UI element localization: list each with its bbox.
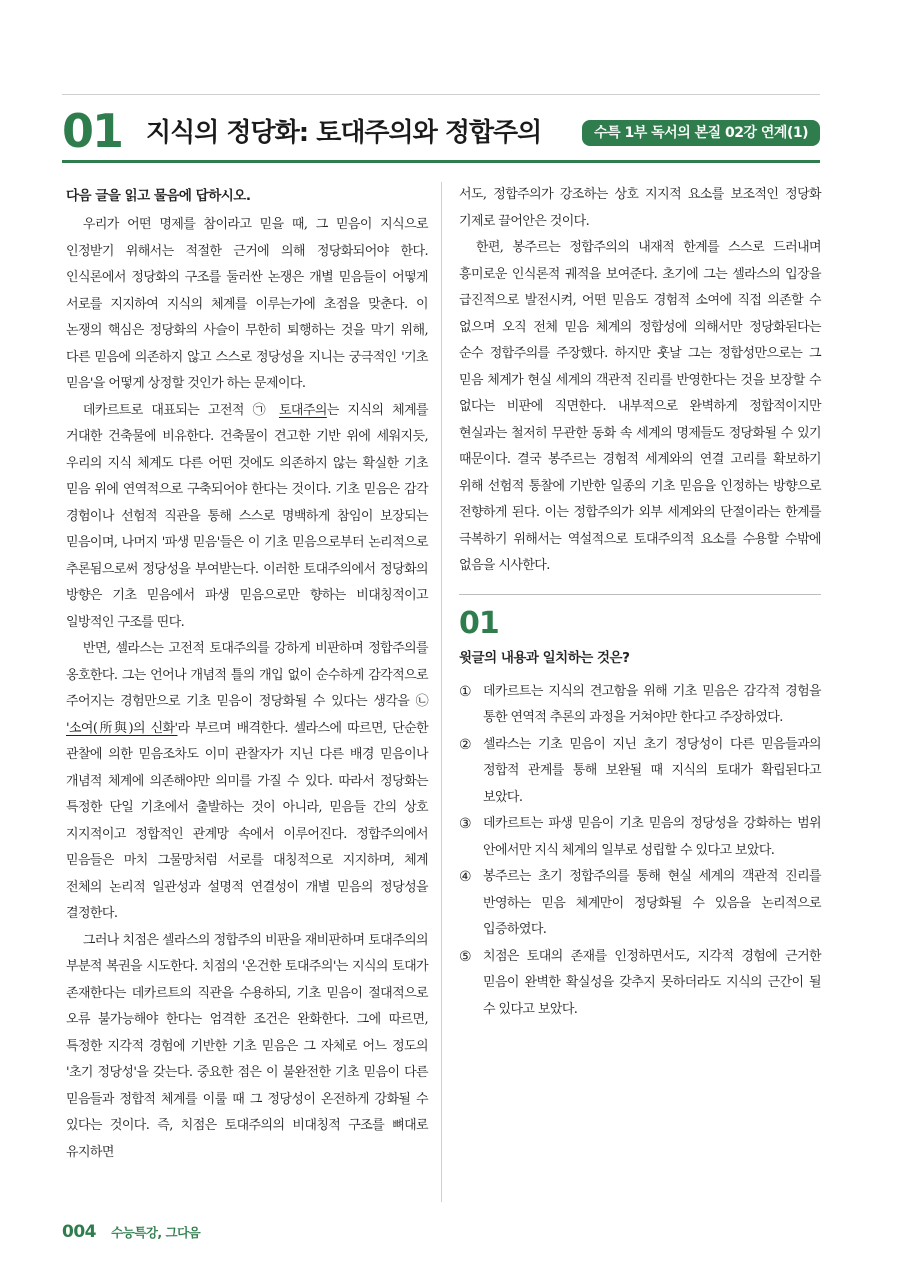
option-number: ③ xyxy=(459,816,472,832)
option-text: 셀라스는 기초 믿음이 지닌 초기 정당성이 다른 믿음들과의 정합적 관계를 통해 보완될 때 지식의 토대가 확립된다고 보았다. xyxy=(483,736,821,805)
section-number: 01 xyxy=(62,104,123,158)
option-text: 봉주르는 초기 정합주의를 통해 현실 세계의 객관적 진리를 반영하는 믿음 체계만이 정당화될 수 있음을 논리적으로 입증하였다. xyxy=(483,869,821,937)
passage-column-right xyxy=(459,182,821,1023)
section-title: 지식의 정당화: 토대주의와 정합주의 xyxy=(146,118,542,148)
source-badge: 수특 1부 독서의 본질 02강 연계(1) xyxy=(582,120,820,146)
option-5[interactable] xyxy=(459,944,821,1024)
term-myth-of-given: '소여(所與)의 신화' xyxy=(66,720,178,736)
paragraph-5: 한편, 봉주르는 정합주의의 내재적 한계를 스스로 드러내며 흥미로운 인식론적 궤적을 보여준다. 초기에 그는 셀라스의 입장을 급진적으로 발전시켜, 어떤 믿음도 경험적 소여에 직접 의존할 수 없으며 오직 전체 믿음 체계의 정합성에 의해서만 정당화된다는 순수 정합주의를 주장했다. 하지만 훗날 그는 정합성만으로는 그 믿음 체계가 현실 세계의 객관적 진리를 반영한다는 것을 보장할 수 없다는 비판에 직면한다. 내부적으로 완벽하게 정합적이지만 현실과는 철저히 무관한 동화 속 세계의 명제들도 정당화될 수 있기 때문이다. 결국 봉주르는 경험적 세계와의 연결 고리를 확보하기 위해 선험적 통찰에 기반한 일종의 기초 믿음을 인정하는 방향으로 전향하게 된다. 이는 정합주의가 외부 세계와의 단절이라는 한계를 극복하기 위해서는 역설적으로 토대주의적 요소를 수용할 수밖에 없음을 시사한다. xyxy=(459,240,821,573)
paragraph-2-start: 데카르트로 대표되는 고전적 ㉠ xyxy=(82,402,279,418)
passage-column-left xyxy=(66,182,428,1166)
paragraph-3-rest: 라 부르며 배격한다. 셀라스에 따르면, 단순한 관찰에 의한 믿음조차도 이미 관찰자가 지닌 다른 배경 믿음이나 개념적 체계에 의존해야만 의미를 가질 수 있다. 따라서 정당화는 특정한 단일 기초에서 출발하는 것이 아니라, 믿음들 간의 상호 지지적이고 정합적인 관계망 속에서 이루어진다. 정합주의에서 믿음들은 마치 그물망처럼 서로를 대칭적으로 지지하며, 체계 전체의 논리적 일관성과 설명적 연결성이 개별 믿음의 정당성을 결정한다. xyxy=(66,720,428,921)
option-2[interactable] xyxy=(459,732,821,812)
question-number: 01 xyxy=(459,605,499,641)
option-1[interactable] xyxy=(459,679,821,732)
book-title: 수능특강, 그다음 xyxy=(111,1225,201,1240)
paragraph-4: 그러나 치점은 셀라스의 정합주의 비판을 재비판하며 토대주의의 부분적 복권을 시도한다. 치점의 '온건한 토대주의'는 지식의 토대가 존재한다는 데카르트의 직관을 수용하되, 기초 믿음이 절대적으로 오류 불가능해야 한다는 엄격한 조건은 완화한다. 그에 따르면, 특정한 지각적 경험에 기반한 기초 믿음은 그 자체로 어느 정도의 '초기 정당성'을 갖는다. 중요한 점은 이 불완전한 기초 믿음이 다른 믿음들과 정합적 체계를 이룰 때 그 정당성이 온전하게 강화될 수 있다는 것이다. 즉, 치점은 토대주의의 비대칭적 구조를 뼈대로 유지하면 xyxy=(66,932,428,1160)
term-foundationalism: 토대주의 xyxy=(278,402,327,418)
question-prompt: 윗글의 내용과 일치하는 것은? xyxy=(459,649,630,666)
option-number: ⑤ xyxy=(459,948,472,965)
paragraph-2 xyxy=(66,398,428,637)
paragraph-2-rest: 는 지식의 체계를 거대한 건축물에 비유한다. 건축물이 견고한 기반 위에 세워지듯, 우리의 지식 체계도 다른 어떤 것에도 의존하지 않는 확실한 기초 믿음 위에 연역적으로 구축되어야 한다는 것이다. 기초 믿음은 감각 경험이나 선험적 직관을 통해 스스로 명백하게 참임이 보장되는 믿음이며, 나머지 '파생 믿음'들은 이 기초 믿음으로부터 논리적으로 추론됨으로써 정당성을 부여받는다. 이러한 토대주의에서 정당화의 방향은 기초 믿음에서 파생 믿음으로만 향하는 비대칭적이고 일방적인 구조를 띤다. xyxy=(66,402,428,630)
section-header xyxy=(62,104,820,158)
instruction: 다음 글을 읽고 물음에 답하시오. xyxy=(66,188,251,204)
question-rule xyxy=(459,594,821,595)
option-text: 데카르트는 지식의 견고함을 위해 기초 믿음은 감각적 경험을 통한 연역적 추론의 과정을 거쳐야만 한다고 주장하였다. xyxy=(483,683,821,725)
option-3[interactable] xyxy=(459,811,821,864)
header-rule xyxy=(62,160,820,163)
page-footer xyxy=(62,1222,200,1246)
option-4[interactable] xyxy=(459,864,821,944)
paragraph-4-continued: 서도, 정합주의가 강조하는 상호 지지적 요소를 보조적인 정당화 기제로 끌어안은 것이다. xyxy=(459,187,821,229)
column-divider xyxy=(441,182,442,1202)
paragraph-3-start: 반면, 셀라스는 고전적 토대주의를 강하게 비판하며 정합주의를 옹호한다. 그는 언어나 개념적 틀의 개입 없이 순수하게 감각적으로 주어지는 경험만으로 기초 믿음이 정당화될 수 있다는 생각을 ㉡ xyxy=(66,641,428,709)
option-number: ② xyxy=(459,736,472,753)
option-number: ④ xyxy=(459,869,472,885)
option-number: ① xyxy=(459,683,472,700)
option-text: 데카르트는 파생 믿음이 기초 믿음의 정당성을 강화하는 범위 안에서만 지식 체계의 일부로 성립할 수 있다고 보았다. xyxy=(483,816,821,858)
paragraph-3 xyxy=(66,636,428,928)
option-text: 치점은 토대의 존재를 인정하면서도, 지각적 경험에 근거한 믿음이 완벽한 확실성을 갖추지 못하더라도 지식의 근간이 될 수 있다고 보았다. xyxy=(483,948,821,1017)
page-number: 004 xyxy=(62,1222,96,1242)
paragraph-1: 우리가 어떤 명제를 참이라고 믿을 때, 그 믿음이 지식으로 인정받기 위해서는 적절한 근거에 의해 정당화되어야 한다. 인식론에서 정당화의 구조를 둘러싼 논쟁은 개별 믿음들이 어떻게 서로를 지지하여 지식의 체계를 이루는가에 초점을 맞춘다. 이 논쟁의 핵심은 정당화의 사슬이 무한히 퇴행하는 것을 막기 위해, 다른 믿음에 의존하지 않고 스스로 정당성을 지니는 궁극적인 '기초 믿음'을 어떻게 상정할 것인가 하는 문제이다. xyxy=(66,217,428,391)
top-rule xyxy=(62,94,820,95)
